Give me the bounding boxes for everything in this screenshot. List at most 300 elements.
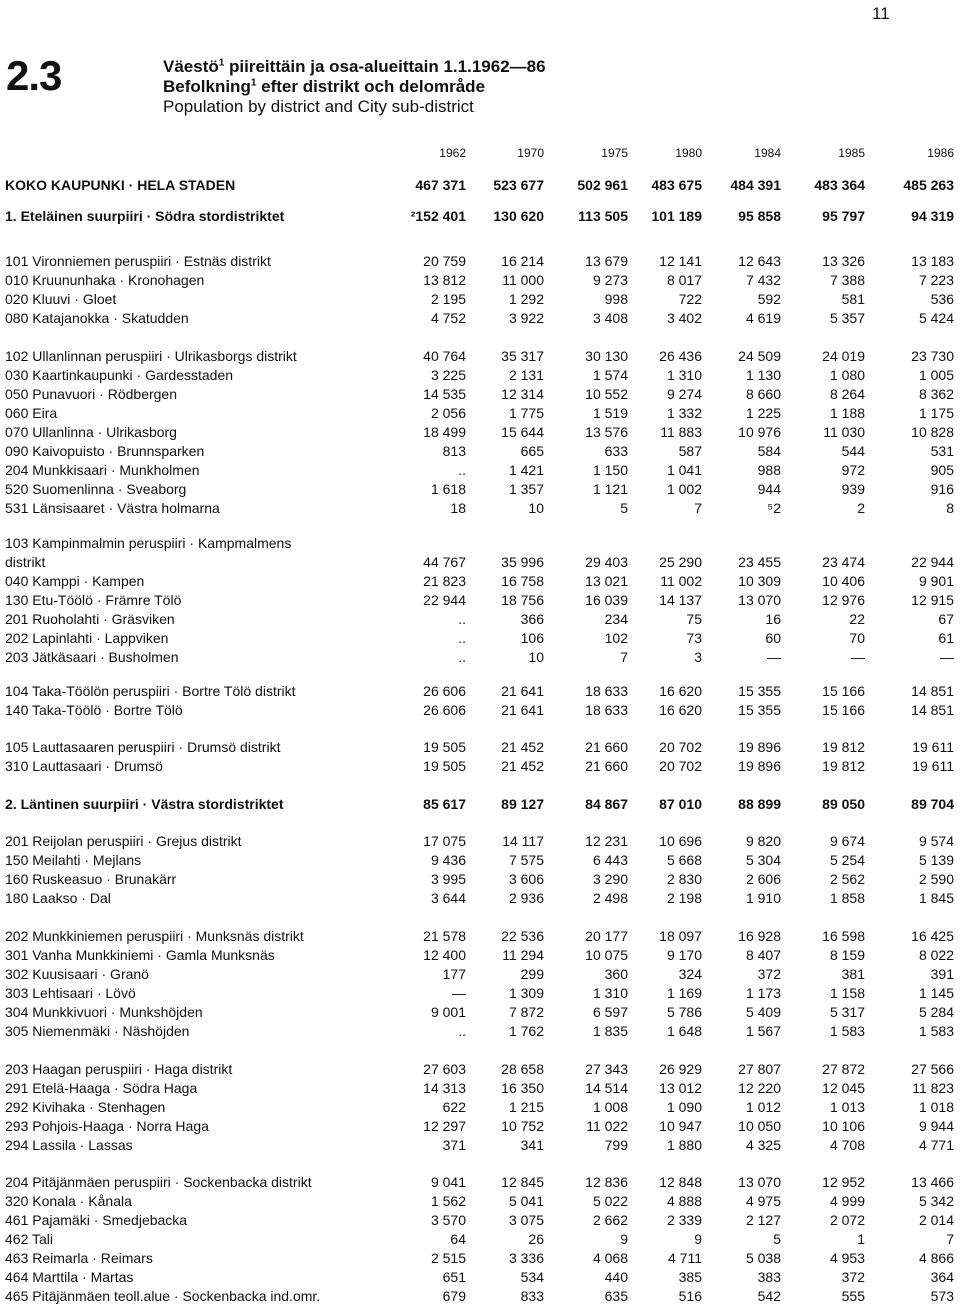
value-cell: 939 bbox=[841, 481, 865, 497]
value-cell: 26 606 bbox=[423, 702, 466, 718]
value-cell: 383 bbox=[757, 1269, 781, 1285]
value-cell: 9 bbox=[694, 1231, 702, 1247]
value-cell: 1 357 bbox=[508, 481, 544, 497]
value-cell: 1 188 bbox=[829, 405, 865, 421]
value-cell: 324 bbox=[678, 966, 702, 982]
row-label: 140 Taka-Töölö · Bortre Tölö bbox=[5, 702, 183, 718]
year-header: 1980 bbox=[675, 146, 702, 160]
value-cell: 21 452 bbox=[501, 758, 544, 774]
value-cell: 385 bbox=[678, 1269, 702, 1285]
value-cell: 12 231 bbox=[585, 833, 628, 849]
table-row bbox=[0, 701, 960, 720]
value-cell: 1 835 bbox=[592, 1023, 628, 1039]
value-cell: 1 292 bbox=[508, 291, 544, 307]
value-cell: 9 273 bbox=[592, 272, 628, 288]
value-cell: 4 068 bbox=[592, 1250, 628, 1266]
value-cell: 3 290 bbox=[592, 871, 628, 887]
value-cell: ⁵2 bbox=[767, 500, 781, 516]
table-row bbox=[0, 347, 960, 366]
value-cell: 988 bbox=[757, 462, 781, 478]
table-row bbox=[0, 851, 960, 870]
table-row bbox=[0, 984, 960, 1003]
table-row bbox=[0, 591, 960, 610]
table-row bbox=[0, 499, 960, 518]
value-cell: 61 bbox=[938, 630, 954, 646]
value-cell: 9 436 bbox=[430, 852, 466, 868]
value-cell: 536 bbox=[930, 291, 954, 307]
value-cell: 635 bbox=[604, 1288, 628, 1304]
value-cell: 1 130 bbox=[745, 367, 781, 383]
value-cell: 27 343 bbox=[585, 1061, 628, 1077]
value-cell: 16 bbox=[765, 611, 781, 627]
value-cell: 10 947 bbox=[659, 1118, 702, 1134]
value-cell: 19 896 bbox=[738, 739, 781, 755]
value-cell: 4 975 bbox=[745, 1193, 781, 1209]
value-cell: 19 611 bbox=[912, 739, 954, 755]
value-cell: 5 342 bbox=[918, 1193, 954, 1209]
row-label: 060 Eira bbox=[5, 405, 58, 421]
row-label: 080 Katajanokka · Skatudden bbox=[5, 310, 189, 326]
value-cell: 1 618 bbox=[430, 481, 466, 497]
value-cell: 584 bbox=[757, 443, 781, 459]
row-label: 464 Marttila · Martas bbox=[5, 1269, 134, 1285]
value-cell: 4 953 bbox=[829, 1250, 865, 1266]
value-cell: 9 574 bbox=[918, 833, 954, 849]
row-label: 520 Suomenlinna · Sveaborg bbox=[5, 481, 187, 497]
value-cell: 372 bbox=[841, 1269, 865, 1285]
row-label: 465 Pitäjänmäen teoll.alue · Sockenbacka ind.omr. bbox=[5, 1288, 321, 1304]
value-cell: 8 407 bbox=[745, 947, 781, 963]
value-cell: 1 002 bbox=[666, 481, 702, 497]
value-cell: 1 562 bbox=[430, 1193, 466, 1209]
value-cell: 5 038 bbox=[745, 1250, 781, 1266]
value-cell: 1 169 bbox=[666, 985, 702, 1001]
value-cell: 16 214 bbox=[501, 253, 544, 269]
value-cell: 95 858 bbox=[738, 208, 781, 224]
table-row bbox=[0, 889, 960, 908]
year-header: 1975 bbox=[601, 146, 628, 160]
value-cell: 4 752 bbox=[430, 310, 466, 326]
value-cell: 22 944 bbox=[911, 554, 954, 570]
table-row bbox=[0, 366, 960, 385]
value-cell: 2 590 bbox=[918, 871, 954, 887]
value-cell: 1 762 bbox=[508, 1023, 544, 1039]
value-cell: 19 505 bbox=[423, 739, 466, 755]
value-cell: 14 137 bbox=[659, 592, 702, 608]
value-cell: 483 675 bbox=[651, 177, 702, 193]
value-cell: 22 944 bbox=[423, 592, 466, 608]
row-label: 090 Kaivopuisto · Brunnsparken bbox=[5, 443, 205, 459]
value-cell: 998 bbox=[604, 291, 628, 307]
row-label: 010 Kruununhaka · Kronohagen bbox=[5, 272, 205, 288]
value-cell: 9 820 bbox=[745, 833, 781, 849]
value-cell: 467 371 bbox=[415, 177, 466, 193]
row-label: 302 Kuusisaari · Granö bbox=[5, 966, 149, 982]
value-cell: 13 812 bbox=[423, 272, 466, 288]
value-cell: 16 620 bbox=[659, 683, 702, 699]
value-cell: 3 995 bbox=[430, 871, 466, 887]
value-cell: 11 002 bbox=[660, 573, 702, 589]
value-cell: 1 845 bbox=[918, 890, 954, 906]
value-cell: 1 008 bbox=[592, 1099, 628, 1115]
value-cell: 544 bbox=[841, 443, 865, 459]
value-cell: 2 131 bbox=[508, 367, 544, 383]
table-row bbox=[0, 423, 960, 442]
row-label: 293 Pohjois-Haaga · Norra Haga bbox=[5, 1118, 209, 1134]
value-cell: 371 bbox=[442, 1137, 466, 1153]
row-label: 304 Munkkivuori · Munkshöjden bbox=[5, 1004, 203, 1020]
value-cell: 20 702 bbox=[659, 758, 702, 774]
value-cell: 87 010 bbox=[659, 796, 702, 812]
table-row bbox=[0, 1249, 960, 1268]
value-cell: 2 bbox=[857, 500, 865, 516]
row-label: 461 Pajamäki · Smedjebacka bbox=[5, 1212, 188, 1228]
value-cell: 516 bbox=[678, 1288, 702, 1304]
value-cell: 651 bbox=[442, 1269, 466, 1285]
value-cell: 35 317 bbox=[501, 348, 544, 364]
row-label: 203 Jätkäsaari · Busholmen bbox=[5, 649, 179, 665]
value-cell: 5 424 bbox=[918, 310, 954, 326]
value-cell: 177 bbox=[442, 966, 466, 982]
value-cell: 9 bbox=[620, 1231, 628, 1247]
value-cell: 1 309 bbox=[508, 985, 544, 1001]
value-cell: 14 851 bbox=[911, 702, 954, 718]
value-cell: 7 223 bbox=[918, 272, 954, 288]
value-cell: 665 bbox=[520, 443, 544, 459]
value-cell: — bbox=[452, 985, 466, 1001]
value-cell: 3 225 bbox=[430, 367, 466, 383]
value-cell: 13 183 bbox=[911, 253, 954, 269]
title-finnish: Väestö$^1$ piireittäin ja osa-alueittain 1.1.1962—86 bbox=[163, 57, 546, 76]
table-row bbox=[0, 738, 960, 757]
value-cell: 2 127 bbox=[745, 1212, 781, 1228]
value-cell: 5 786 bbox=[666, 1004, 702, 1020]
row-label: 305 Niemenmäki · Näshöjden bbox=[5, 1023, 190, 1039]
value-cell: 12 141 bbox=[659, 253, 702, 269]
row-label: 150 Meilahti · Mejlans bbox=[5, 852, 142, 868]
value-cell: 15 166 bbox=[822, 683, 865, 699]
value-cell: 2 515 bbox=[430, 1250, 466, 1266]
value-cell: 1 858 bbox=[829, 890, 865, 906]
value-cell: 3 644 bbox=[430, 890, 466, 906]
value-cell: 3 408 bbox=[592, 310, 628, 326]
row-label: 462 Tali bbox=[5, 1231, 54, 1247]
year-header: 1962 bbox=[439, 146, 466, 160]
table-row bbox=[0, 1192, 960, 1211]
table-row bbox=[0, 534, 960, 553]
value-cell: 64 bbox=[450, 1231, 466, 1247]
value-cell: 1 583 bbox=[918, 1023, 954, 1039]
value-cell: 18 756 bbox=[501, 592, 544, 608]
value-cell: 542 bbox=[757, 1288, 781, 1304]
value-cell: 3 570 bbox=[430, 1212, 466, 1228]
value-cell: 13 576 bbox=[585, 424, 628, 440]
value-cell: 16 350 bbox=[501, 1080, 544, 1096]
value-cell: 12 643 bbox=[738, 253, 781, 269]
value-cell: 10 976 bbox=[738, 424, 781, 440]
table-row bbox=[0, 1098, 960, 1117]
value-cell: 16 598 bbox=[822, 928, 865, 944]
value-cell: 5 041 bbox=[508, 1193, 544, 1209]
value-cell: 27 807 bbox=[738, 1061, 781, 1077]
value-cell: 9 944 bbox=[918, 1118, 954, 1134]
value-cell: 35 996 bbox=[501, 554, 544, 570]
value-cell: 24 509 bbox=[738, 348, 781, 364]
row-label: 050 Punavuori · Rödbergen bbox=[5, 386, 178, 402]
value-cell: 7 bbox=[694, 500, 702, 516]
value-cell: 833 bbox=[520, 1288, 544, 1304]
value-cell: 10 828 bbox=[911, 424, 954, 440]
value-cell: 1 145 bbox=[918, 985, 954, 1001]
row-label: 531 Länsisaaret · Västra holmarna bbox=[5, 500, 220, 516]
value-cell: 12 845 bbox=[501, 1174, 544, 1190]
value-cell: 1 150 bbox=[592, 462, 628, 478]
value-cell: 14 851 bbox=[911, 683, 954, 699]
value-cell: 9 274 bbox=[666, 386, 702, 402]
value-cell: 5 317 bbox=[829, 1004, 865, 1020]
value-cell: 1 018 bbox=[918, 1099, 954, 1115]
table-row bbox=[0, 1060, 960, 1079]
value-cell: 1 310 bbox=[666, 367, 702, 383]
value-cell: 360 bbox=[604, 966, 628, 982]
value-cell: 7 bbox=[620, 649, 628, 665]
table-row bbox=[0, 480, 960, 499]
row-label: 103 Kampinmalmin peruspiiri · Kampmalmens bbox=[5, 535, 292, 551]
value-cell: 1 158 bbox=[829, 985, 865, 1001]
row-label: 201 Ruoholahti · Gräsviken bbox=[5, 611, 175, 627]
value-cell: 88 899 bbox=[738, 796, 781, 812]
value-cell: 573 bbox=[930, 1288, 954, 1304]
value-cell: 8 022 bbox=[918, 947, 954, 963]
table-row bbox=[0, 1079, 960, 1098]
value-cell: 1 225 bbox=[745, 405, 781, 421]
value-cell: 3 075 bbox=[508, 1212, 544, 1228]
table-row bbox=[0, 1230, 960, 1249]
value-cell: 11 030 bbox=[823, 424, 865, 440]
value-cell: 3 606 bbox=[508, 871, 544, 887]
value-cell: 1 bbox=[857, 1231, 865, 1247]
value-cell: 12 314 bbox=[501, 386, 544, 402]
value-cell: 20 177 bbox=[585, 928, 628, 944]
value-cell: 12 848 bbox=[659, 1174, 702, 1190]
row-label: distrikt bbox=[5, 554, 46, 570]
value-cell: 1 310 bbox=[592, 985, 628, 1001]
value-cell: 89 127 bbox=[501, 796, 544, 812]
value-cell: 5 668 bbox=[666, 852, 702, 868]
value-cell: 3 336 bbox=[508, 1250, 544, 1266]
value-cell: 13 070 bbox=[738, 1174, 781, 1190]
value-cell: 2 339 bbox=[666, 1212, 702, 1228]
row-label: 105 Lauttasaaren peruspiiri · Drumsö distrikt bbox=[5, 739, 281, 755]
value-cell: 11 000 bbox=[502, 272, 544, 288]
value-cell: 27 872 bbox=[822, 1061, 865, 1077]
value-cell: 587 bbox=[678, 443, 702, 459]
value-cell: 20 702 bbox=[659, 739, 702, 755]
value-cell: 2 562 bbox=[829, 871, 865, 887]
value-cell: 2 056 bbox=[430, 405, 466, 421]
value-cell: 25 290 bbox=[659, 554, 702, 570]
table-row bbox=[0, 553, 960, 572]
value-cell: 372 bbox=[757, 966, 781, 982]
value-cell: 15 166 bbox=[822, 702, 865, 718]
value-cell: 2 830 bbox=[666, 871, 702, 887]
value-cell: 1 648 bbox=[666, 1023, 702, 1039]
value-cell: 1 173 bbox=[745, 985, 781, 1001]
table-row bbox=[0, 682, 960, 701]
value-cell: 5 139 bbox=[918, 852, 954, 868]
value-cell: 581 bbox=[841, 291, 865, 307]
value-cell: 106 bbox=[520, 630, 544, 646]
value-cell: 622 bbox=[442, 1099, 466, 1115]
value-cell: 11 883 bbox=[660, 424, 702, 440]
value-cell: 364 bbox=[930, 1269, 954, 1285]
value-cell: 14 514 bbox=[585, 1080, 628, 1096]
year-header: 1985 bbox=[838, 146, 865, 160]
row-label: 130 Etu-Töölö · Främre Tölö bbox=[5, 592, 182, 608]
table-row bbox=[0, 1117, 960, 1136]
value-cell: 5 022 bbox=[592, 1193, 628, 1209]
year-header-row bbox=[0, 144, 960, 163]
value-cell: 7 388 bbox=[829, 272, 865, 288]
value-cell: 12 400 bbox=[423, 947, 466, 963]
row-label: 294 Lassila · Lassas bbox=[5, 1137, 133, 1153]
value-cell: 11 022 bbox=[586, 1118, 628, 1134]
value-cell: 679 bbox=[442, 1288, 466, 1304]
value-cell: 30 130 bbox=[585, 348, 628, 364]
value-cell: 89 050 bbox=[822, 796, 865, 812]
row-label: 202 Munkkiniemen peruspiiri · Munksnäs distrikt bbox=[5, 928, 304, 944]
value-cell: 1 880 bbox=[666, 1137, 702, 1153]
page-number: 11 bbox=[872, 4, 890, 23]
value-cell: 23 474 bbox=[822, 554, 865, 570]
value-cell: 5 409 bbox=[745, 1004, 781, 1020]
value-cell: 440 bbox=[604, 1269, 628, 1285]
value-cell: 12 045 bbox=[822, 1080, 865, 1096]
table-row bbox=[0, 648, 960, 667]
row-label: 463 Reimarla · Reimars bbox=[5, 1250, 153, 1266]
value-cell: 9 041 bbox=[430, 1174, 466, 1190]
row-label: 102 Ullanlinnan peruspiiri · Ulrikasborgs distrikt bbox=[5, 348, 297, 364]
row-label: 040 Kamppi · Kampen bbox=[5, 573, 145, 589]
value-cell: 1 583 bbox=[829, 1023, 865, 1039]
value-cell: 14 313 bbox=[423, 1080, 466, 1096]
value-cell: 10 552 bbox=[585, 386, 628, 402]
value-cell: 3 bbox=[694, 649, 702, 665]
value-cell: 1 080 bbox=[829, 367, 865, 383]
row-label: 320 Konala · Kånala bbox=[5, 1193, 132, 1209]
value-cell: 1 005 bbox=[918, 367, 954, 383]
value-cell: 1 910 bbox=[745, 890, 781, 906]
row-label: 101 Vironniemen peruspiiri · Estnäs distrikt bbox=[5, 253, 271, 269]
table-row bbox=[0, 965, 960, 984]
table-row bbox=[0, 757, 960, 776]
value-cell: 972 bbox=[841, 462, 865, 478]
value-cell: 10 bbox=[528, 649, 544, 665]
value-cell: 60 bbox=[765, 630, 781, 646]
value-cell: 16 425 bbox=[911, 928, 954, 944]
value-cell: 10 050 bbox=[738, 1118, 781, 1134]
value-cell: 28 658 bbox=[501, 1061, 544, 1077]
value-cell: 27 603 bbox=[423, 1061, 466, 1077]
value-cell: 534 bbox=[520, 1269, 544, 1285]
value-cell: 19 505 bbox=[423, 758, 466, 774]
value-cell: ²152 401 bbox=[410, 208, 466, 224]
value-cell: 21 823 bbox=[423, 573, 466, 589]
value-cell: 10 696 bbox=[659, 833, 702, 849]
value-cell: 2 662 bbox=[592, 1212, 628, 1228]
value-cell: .. bbox=[458, 462, 466, 478]
value-cell: 341 bbox=[520, 1137, 544, 1153]
value-cell: 381 bbox=[841, 966, 865, 982]
value-cell: 13 679 bbox=[585, 253, 628, 269]
table-row bbox=[0, 207, 960, 226]
year-header: 1970 bbox=[517, 146, 544, 160]
value-cell: 1 090 bbox=[666, 1099, 702, 1115]
value-cell: 13 012 bbox=[659, 1080, 702, 1096]
value-cell: 4 771 bbox=[918, 1137, 954, 1153]
row-label: 291 Etelä-Haaga · Södra Haga bbox=[5, 1080, 198, 1096]
table-row bbox=[0, 271, 960, 290]
value-cell: 19 896 bbox=[738, 758, 781, 774]
value-cell: 1 567 bbox=[745, 1023, 781, 1039]
table-row bbox=[0, 252, 960, 271]
value-cell: .. bbox=[458, 649, 466, 665]
value-cell: 10 075 bbox=[585, 947, 628, 963]
title-swedish: Befolkning$^1$ efter distrikt och delområde bbox=[163, 77, 486, 96]
value-cell: 18 097 bbox=[659, 928, 702, 944]
title-english: Population by district and City sub-district bbox=[163, 97, 474, 116]
value-cell: 75 bbox=[686, 611, 702, 627]
value-cell: 8 159 bbox=[829, 947, 865, 963]
value-cell: 23 455 bbox=[738, 554, 781, 570]
table-row bbox=[0, 461, 960, 480]
value-cell: 13 326 bbox=[822, 253, 865, 269]
value-cell: 4 325 bbox=[745, 1137, 781, 1153]
value-cell: 6 597 bbox=[592, 1004, 628, 1020]
value-cell: 7 bbox=[946, 1231, 954, 1247]
value-cell: 21 660 bbox=[585, 739, 628, 755]
value-cell: .. bbox=[458, 1023, 466, 1039]
value-cell: 813 bbox=[442, 443, 466, 459]
value-cell: 2 072 bbox=[829, 1212, 865, 1228]
table-row bbox=[0, 1211, 960, 1230]
table-row bbox=[0, 629, 960, 648]
table-row bbox=[0, 572, 960, 591]
table-row bbox=[0, 1287, 960, 1306]
value-cell: 16 928 bbox=[738, 928, 781, 944]
value-cell: 22 536 bbox=[501, 928, 544, 944]
value-cell: 21 578 bbox=[423, 928, 466, 944]
value-cell: 483 364 bbox=[814, 177, 865, 193]
table-row bbox=[0, 404, 960, 423]
value-cell: 85 617 bbox=[423, 796, 466, 812]
value-cell: 14 535 bbox=[423, 386, 466, 402]
value-cell: 1 332 bbox=[666, 405, 702, 421]
value-cell: 7 872 bbox=[508, 1004, 544, 1020]
row-label: 104 Taka-Töölön peruspiiri · Bortre Tölö distrikt bbox=[5, 683, 296, 699]
value-cell: 17 075 bbox=[423, 833, 466, 849]
table-row bbox=[0, 1136, 960, 1155]
value-cell: 89 704 bbox=[911, 796, 954, 812]
value-cell: 2 198 bbox=[666, 890, 702, 906]
value-cell: 15 355 bbox=[738, 683, 781, 699]
value-cell: .. bbox=[458, 611, 466, 627]
value-cell: 555 bbox=[841, 1288, 865, 1304]
value-cell: 722 bbox=[678, 291, 702, 307]
value-cell: 12 976 bbox=[822, 592, 865, 608]
value-cell: 27 566 bbox=[911, 1061, 954, 1077]
value-cell: 13 021 bbox=[585, 573, 628, 589]
